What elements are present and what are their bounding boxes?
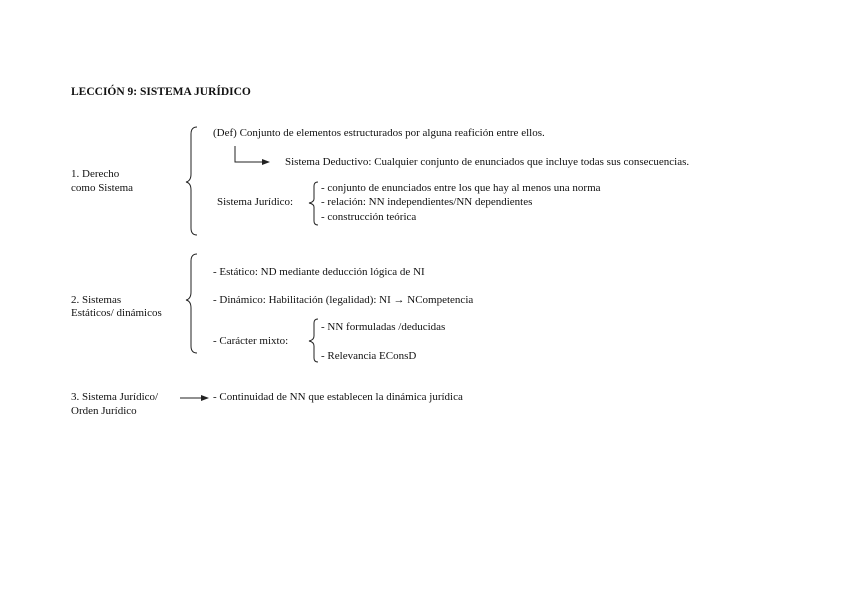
definition-text: (Def) Conjunto de elementos estructurados por alguna reafición entre ellos. bbox=[213, 127, 545, 139]
section3-label-line1: 3. Sistema Jurídico/ bbox=[71, 391, 159, 403]
section2-brace bbox=[186, 254, 197, 353]
mixto-item-2: - Relevancia EConsD bbox=[321, 350, 417, 362]
dinamico-text: - Dinámico: Habilitación (legalidad): NI → NCompetencia bbox=[213, 294, 474, 306]
mixto-item-1: - NN formuladas /deducidas bbox=[321, 321, 446, 333]
juridico-item-3: - construcción teórica bbox=[321, 211, 417, 223]
deductive-arrow-line bbox=[235, 146, 262, 162]
mixto-brace bbox=[309, 319, 318, 362]
juridico-item-2: - relación: NN independientes/NN dependientes bbox=[321, 196, 533, 208]
section3-text: - Continuidad de NN que establecen la dinámica jurídica bbox=[213, 391, 463, 403]
page-title: LECCIÓN 9: SISTEMA JURÍDICO bbox=[71, 86, 251, 98]
juridico-label: Sistema Jurídico: bbox=[217, 196, 294, 208]
section3-arrow-head bbox=[201, 395, 209, 401]
estatico-text: - Estático: ND mediante deducción lógica de NI bbox=[213, 266, 425, 278]
section2-label-line2: Estáticos/ dinámicos bbox=[71, 307, 162, 319]
deductive-arrow-head bbox=[262, 159, 270, 165]
juridico-brace bbox=[309, 182, 318, 225]
section2-label-line1: 2. Sistemas bbox=[71, 294, 122, 306]
section1-label-line1: 1. Derecho bbox=[71, 168, 120, 180]
section1-brace bbox=[186, 127, 197, 235]
juridico-item-1: - conjunto de enunciados entre los que hay al menos una norma bbox=[321, 182, 601, 194]
section1-label-line2: como Sistema bbox=[71, 182, 134, 194]
mixto-label: - Carácter mixto: bbox=[213, 335, 289, 347]
section3-label-line2: Orden Jurídico bbox=[71, 405, 137, 417]
deductive-system-text: Sistema Deductivo: Cualquier conjunto de enunciados que incluye todas sus consecuencias. bbox=[285, 156, 690, 168]
